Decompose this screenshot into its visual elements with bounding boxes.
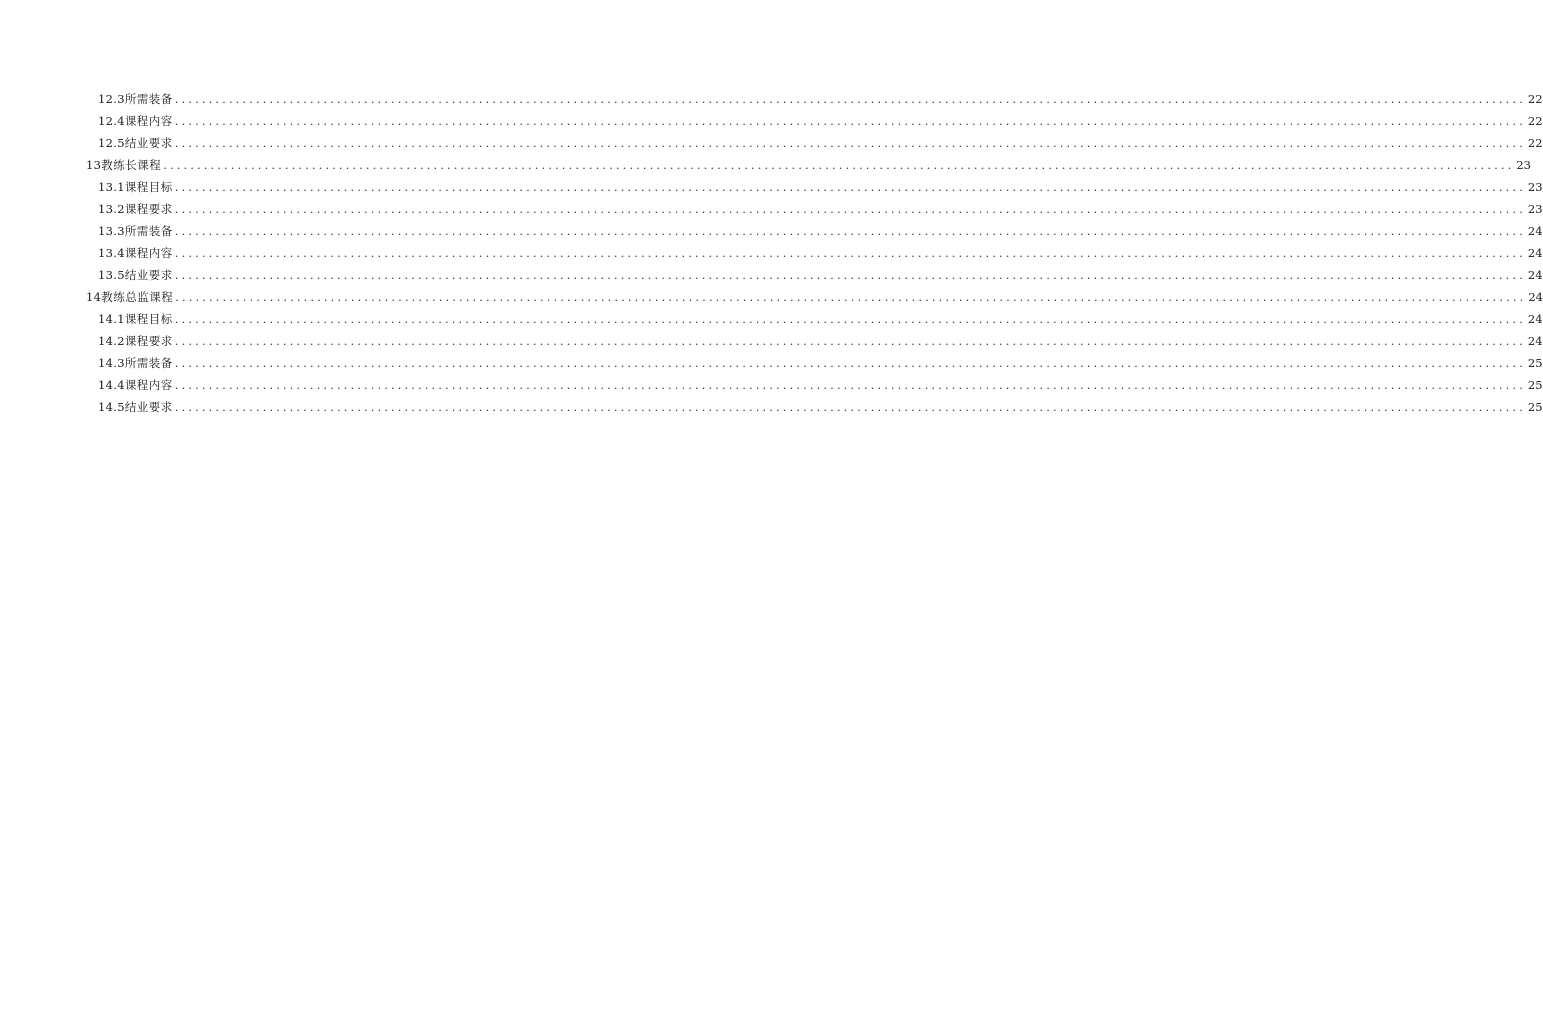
table-of-contents (0, 88, 1543, 418)
toc-entry-number: 14.4 (98, 378, 125, 392)
toc-section-entry[interactable] (0, 176, 1543, 198)
toc-entry-page-number: 25 (1527, 400, 1543, 414)
toc-entry-page-number: 22 (1527, 114, 1543, 128)
toc-dot-leader: ........................................................................................................................................................................................................ (174, 92, 1526, 106)
toc-dot-leader: ........................................................................................................................................................................................................ (174, 202, 1526, 216)
toc-entry-number: 14 (86, 290, 102, 304)
toc-entry-number: 14.5 (98, 400, 125, 414)
toc-section-entry[interactable] (0, 198, 1543, 220)
toc-section-entry[interactable] (0, 220, 1543, 242)
toc-entry-title: 结业要求 (124, 136, 173, 150)
toc-section-entry[interactable] (0, 352, 1543, 374)
toc-entry-title: 课程目标 (124, 312, 173, 326)
toc-entry-number: 12.5 (98, 136, 125, 150)
toc-dot-leader: ........................................................................................................................................................................................................ (174, 312, 1526, 326)
toc-dot-leader: ........................................................................................................................................................................................................ (163, 158, 1515, 172)
toc-entry-number: 14.2 (98, 334, 125, 348)
toc-section-entry[interactable] (0, 132, 1543, 154)
toc-entry-title: 课程内容 (124, 378, 173, 392)
toc-entry-page-number: 24 (1528, 290, 1543, 304)
toc-entry-number: 13.2 (98, 202, 125, 216)
toc-section-entry[interactable] (0, 374, 1543, 396)
toc-section-entry[interactable] (0, 242, 1543, 264)
toc-entry-title: 教练总监课程 (101, 290, 174, 304)
toc-entry-page-number: 22 (1527, 136, 1543, 150)
toc-dot-leader: ........................................................................................................................................................................................................ (174, 356, 1526, 370)
toc-dot-leader: ........................................................................................................................................................................................................ (174, 180, 1526, 194)
toc-entry-page-number: 23 (1516, 158, 1531, 172)
toc-entry-number: 12.4 (98, 114, 125, 128)
toc-entry-title: 教练长课程 (101, 158, 162, 172)
toc-entry-title: 结业要求 (124, 400, 173, 414)
toc-entry-page-number: 25 (1527, 356, 1543, 370)
toc-entry-title: 所需装备 (124, 92, 173, 106)
toc-entry-title: 所需装备 (124, 224, 173, 238)
toc-entry-page-number: 24 (1527, 268, 1543, 282)
toc-entry-title: 课程内容 (124, 114, 173, 128)
toc-entry-title: 结业要求 (124, 268, 173, 282)
toc-entry-page-number: 22 (1527, 92, 1543, 106)
toc-entry-page-number: 24 (1527, 224, 1543, 238)
toc-entry-title: 课程要求 (124, 202, 173, 216)
toc-entry-title: 所需装备 (124, 356, 173, 370)
toc-entry-number: 13 (86, 158, 102, 172)
toc-dot-leader: ........................................................................................................................................................................................................ (174, 224, 1526, 238)
toc-entry-title: 课程要求 (124, 334, 173, 348)
toc-section-entry[interactable] (0, 330, 1543, 352)
toc-chapter-entry[interactable] (0, 154, 1531, 176)
toc-entry-number: 14.1 (98, 312, 125, 326)
toc-entry-title: 课程内容 (124, 246, 173, 260)
toc-entry-page-number: 23 (1527, 180, 1543, 194)
toc-entry-page-number: 24 (1527, 312, 1543, 326)
toc-chapter-entry[interactable] (0, 286, 1543, 308)
toc-dot-leader: ........................................................................................................................................................................................................ (174, 334, 1526, 348)
toc-section-entry[interactable] (0, 88, 1543, 110)
toc-dot-leader: ........................................................................................................................................................................................................ (174, 114, 1526, 128)
toc-section-entry[interactable] (0, 396, 1543, 418)
toc-dot-leader: ........................................................................................................................................................................................................ (175, 290, 1527, 304)
toc-entry-number: 13.4 (98, 246, 125, 260)
toc-dot-leader: ........................................................................................................................................................................................................ (174, 268, 1526, 282)
toc-dot-leader: ........................................................................................................................................................................................................ (174, 378, 1526, 392)
toc-entry-title: 课程目标 (124, 180, 173, 194)
toc-entry-number: 13.5 (98, 268, 125, 282)
toc-entry-number: 12.3 (98, 92, 125, 106)
toc-section-entry[interactable] (0, 308, 1543, 330)
toc-section-entry[interactable] (0, 264, 1543, 286)
toc-entry-number: 13.3 (98, 224, 125, 238)
toc-dot-leader: ........................................................................................................................................................................................................ (174, 400, 1526, 414)
toc-entry-page-number: 23 (1527, 202, 1543, 216)
toc-entry-page-number: 24 (1527, 334, 1543, 348)
toc-entry-number: 14.3 (98, 356, 125, 370)
toc-entry-page-number: 24 (1527, 246, 1543, 260)
toc-section-entry[interactable] (0, 110, 1543, 132)
toc-dot-leader: ........................................................................................................................................................................................................ (174, 136, 1526, 150)
toc-entry-number: 13.1 (98, 180, 125, 194)
toc-entry-page-number: 25 (1527, 378, 1543, 392)
toc-dot-leader: ........................................................................................................................................................................................................ (174, 246, 1526, 260)
